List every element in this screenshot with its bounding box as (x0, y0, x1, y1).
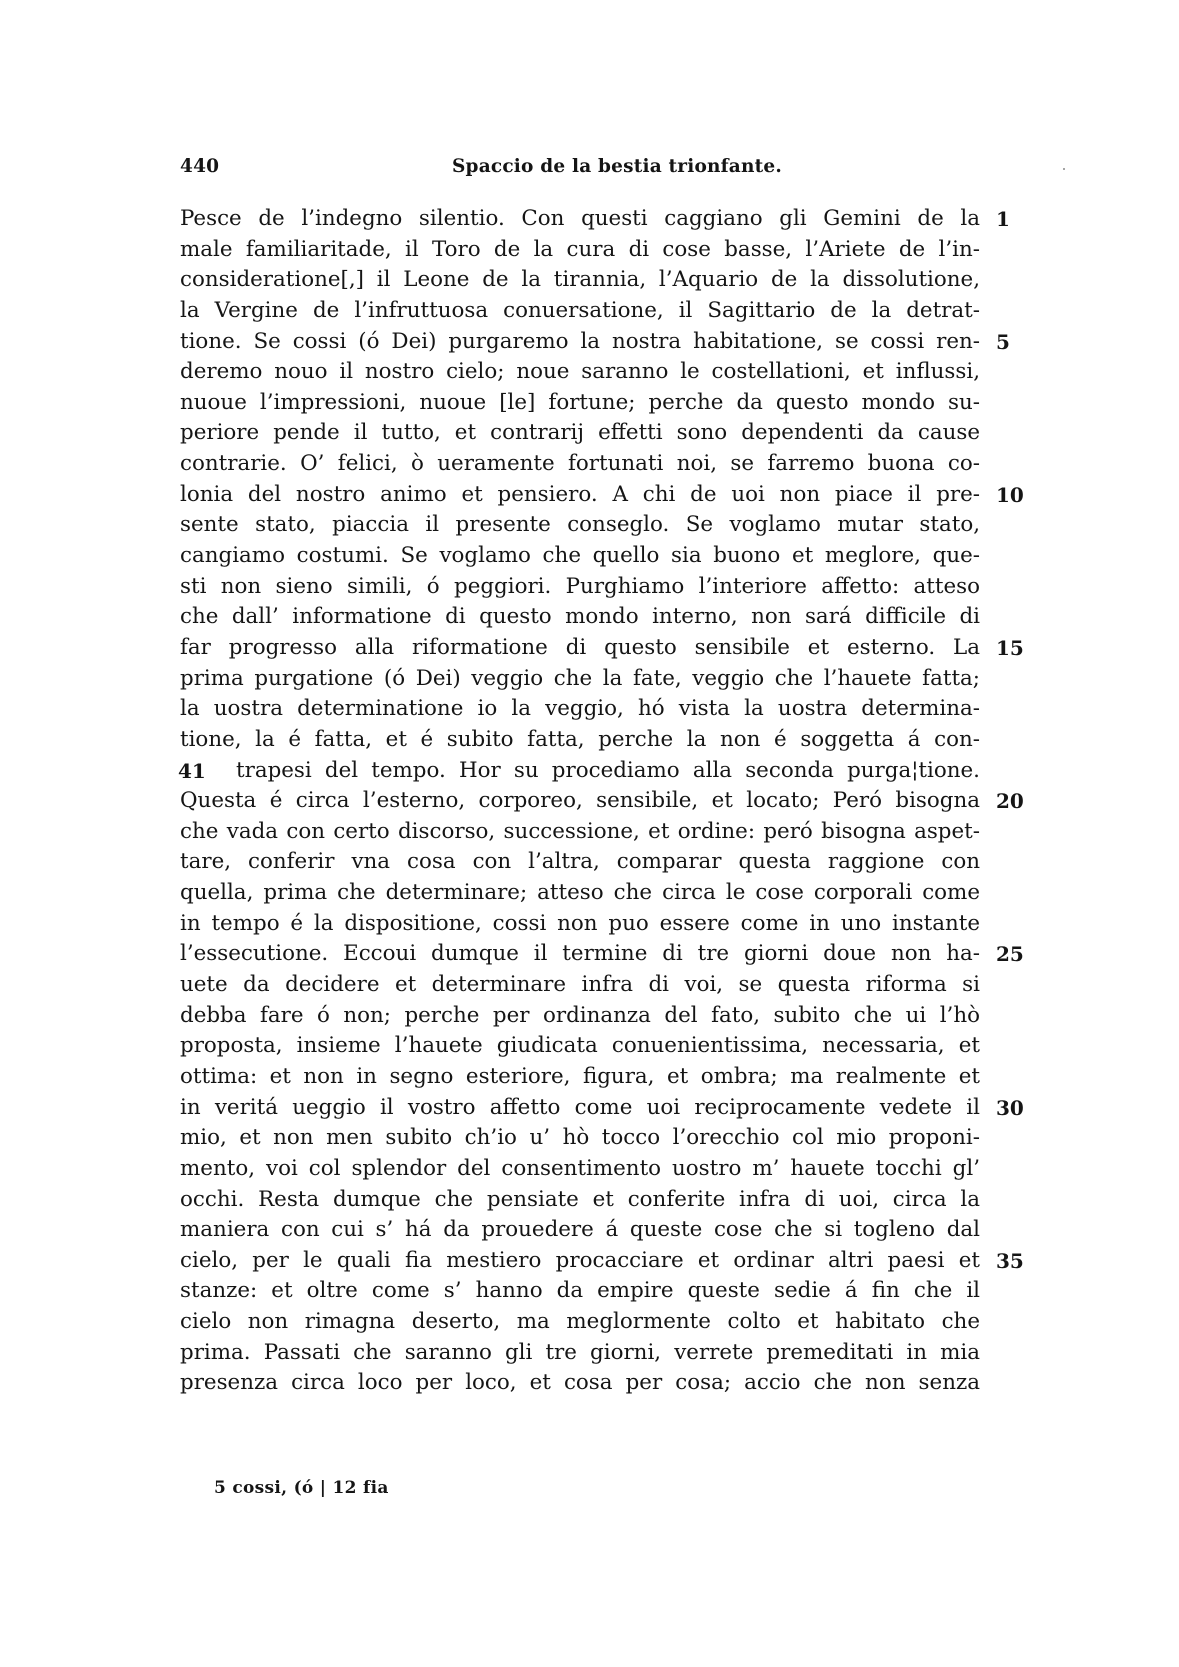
text-line (180, 1093, 1024, 1124)
main-text (178, 204, 1024, 1399)
line-text: mento, voi col splendor del consentimento uostro m’ hauete tocchi gl’ (180, 1155, 980, 1181)
line-text: periore pende il tutto, et contrarij effetti sono dependenti da cause (180, 420, 980, 446)
line-text: la uostra determinatione io la veggio, hó vista la uostra determina- (180, 696, 980, 722)
line-text: l’essecutione. Eccoui dumque il termine di tre giorni doue non ha- (180, 941, 980, 967)
line-text: consideratione[,] il Leone de la tirannia, l’Aquario de la dissolutione, (180, 267, 980, 293)
text-line (180, 786, 1024, 817)
text-line (180, 1338, 980, 1369)
line-text: che vada con certo discorso, successione, et ordine: peró bisogna aspet- (180, 818, 980, 844)
text-line (180, 296, 980, 327)
line-number: 35 (996, 1248, 1024, 1273)
folio-marker: 41 (178, 758, 206, 783)
line-text: prima purgatione (ó Dei) veggio che la fate, veggio che l’hauete fatta; (180, 665, 980, 691)
text-line (180, 847, 980, 878)
running-head (180, 156, 980, 180)
text-line (180, 817, 980, 848)
text-line (180, 725, 980, 756)
running-title: Spaccio de la bestia trionfante. (452, 156, 783, 177)
line-text: che dall’ informatione di questo mondo interno, non sará difficile di (180, 604, 980, 630)
line-text: Pesce de l’indegno silentio. Con questi caggiano gli Gemini de la (180, 206, 980, 231)
text-line (180, 204, 1010, 235)
text-line (180, 235, 980, 266)
line-text: tare, conferir vna cosa con l’altra, comparar questa raggione con (180, 849, 980, 875)
line-text: tione. Se cossi (ó Dei) purgaremo la nostra habitatione, se cossi ren- (180, 328, 980, 354)
text-line (180, 1185, 980, 1216)
line-text: stanze: et oltre come s’ hanno da empire queste sedie á fin che il (180, 1278, 980, 1304)
text-line (180, 1001, 980, 1032)
text-line (180, 1123, 980, 1154)
text-line (180, 357, 980, 388)
line-text: nuoue l’impressioni, nuoue [le] fortune; perche da questo mondo su- (180, 389, 980, 415)
text-line (180, 602, 980, 633)
text-line (180, 1307, 980, 1338)
text-line (180, 694, 980, 725)
line-text: cielo, per le quali fia mestiero procacciare et ordinar altri paesi et (180, 1247, 980, 1273)
text-line (180, 1276, 980, 1307)
text-line (180, 480, 1024, 511)
line-text: cielo non rimagna deserto, ma meglormente colto et habitato che (180, 1309, 980, 1335)
line-text: in tempo é la dispositione, cossi non puo essere come in uno instante (180, 910, 980, 936)
text-line (180, 510, 980, 541)
line-text: prima. Passati che saranno gli tre giorni, verrete premeditati in mia (180, 1339, 980, 1365)
line-number: 1 (996, 207, 1010, 231)
text-line (180, 1368, 980, 1399)
line-text: tione, la é fatta, et é subito fatta, perche la non é soggetta á con- (180, 726, 980, 752)
text-line (180, 327, 1010, 358)
scan-speck (1063, 168, 1065, 170)
line-text: ottima: et non in segno esteriore, figura, et ombra; ma realmente et (180, 1063, 980, 1089)
line-number: 10 (996, 482, 1024, 507)
line-text: contrarie. O’ felici, ò ueramente fortunati noi, se farremo buona co- (180, 451, 980, 477)
page-number: 440 (180, 156, 220, 177)
line-text: presenza circa loco per loco, et cosa per cosa; accio che non senza (180, 1370, 980, 1396)
text-line (180, 1215, 980, 1246)
line-number: 20 (996, 789, 1024, 814)
line-number: 30 (996, 1095, 1024, 1120)
line-text: deremo nouo il nostro cielo; noue saranno le costellationi, et influssi, (180, 359, 980, 385)
text-line (180, 418, 980, 449)
text-line (180, 756, 980, 787)
line-text: sente stato, piaccia il presente conseglo. Se voglamo mutar stato, (180, 512, 980, 538)
text-line (180, 572, 980, 603)
text-line (180, 909, 980, 940)
line-text: Questa é circa l’esterno, corporeo, sensibile, et locato; Peró bisogna (180, 788, 980, 814)
line-text: proposta, insieme l’hauete giudicata conuenientissima, necessaria, et (180, 1033, 980, 1059)
text-line (180, 541, 980, 572)
footnote-apparatus: 5 cossi, (ó | 12 fia (214, 1478, 389, 1498)
line-text: male familiaritade, il Toro de la cura di cose basse, l’Ariete de l’in- (180, 236, 980, 262)
text-line (180, 878, 980, 909)
line-text: uete da decidere et determinare infra di voi, se questa riforma si (180, 972, 980, 998)
line-text: occhi. Resta dumque che pensiate et conferite infra di uoi, circa la (180, 1186, 980, 1212)
text-line (180, 970, 980, 1001)
text-line (180, 664, 980, 695)
text-line (180, 939, 1024, 970)
line-text: sti non sieno simili, ó peggiori. Purghiamo l’interiore affetto: atteso (180, 573, 980, 599)
line-number: 25 (996, 942, 1024, 967)
line-text: trapesi del tempo. Hor su procediamo alla seconda purga¦tione. (236, 757, 980, 783)
line-text: maniera con cui s’ há da prouedere á queste cose che si togleno dal (180, 1217, 980, 1243)
line-text: debba fare ó non; perche per ordinanza del fato, subito che ui l’hò (180, 1002, 980, 1028)
line-text: la Vergine de l’infruttuosa conuersatione, il Sagittario de la detrat- (180, 297, 980, 323)
text-line (180, 1246, 1024, 1277)
text-line (180, 449, 980, 480)
line-text: mio, et non men subito ch’io u’ hò tocco l’orecchio col mio proponi- (180, 1125, 980, 1151)
line-text: cangiamo costumi. Se voglamo che quello sia buono et meglore, que- (180, 543, 980, 569)
line-text: in veritá ueggio il vostro affetto come uoi reciprocamente vedete il (180, 1094, 980, 1120)
text-line (180, 1062, 980, 1093)
text-line (180, 265, 980, 296)
line-text: lonia del nostro animo et pensiero. A chi de uoi non piace il pre- (180, 481, 980, 507)
line-text: quella, prima che determinare; atteso che circa le cose corporali come (180, 880, 980, 906)
text-line (180, 633, 1024, 664)
line-text: far progresso alla riformatione di questo sensibile et esterno. La (180, 634, 980, 660)
line-number: 15 (996, 635, 1024, 660)
text-line (180, 1154, 980, 1185)
text-line (180, 1031, 980, 1062)
text-line (180, 388, 980, 419)
line-number: 5 (996, 329, 1010, 354)
